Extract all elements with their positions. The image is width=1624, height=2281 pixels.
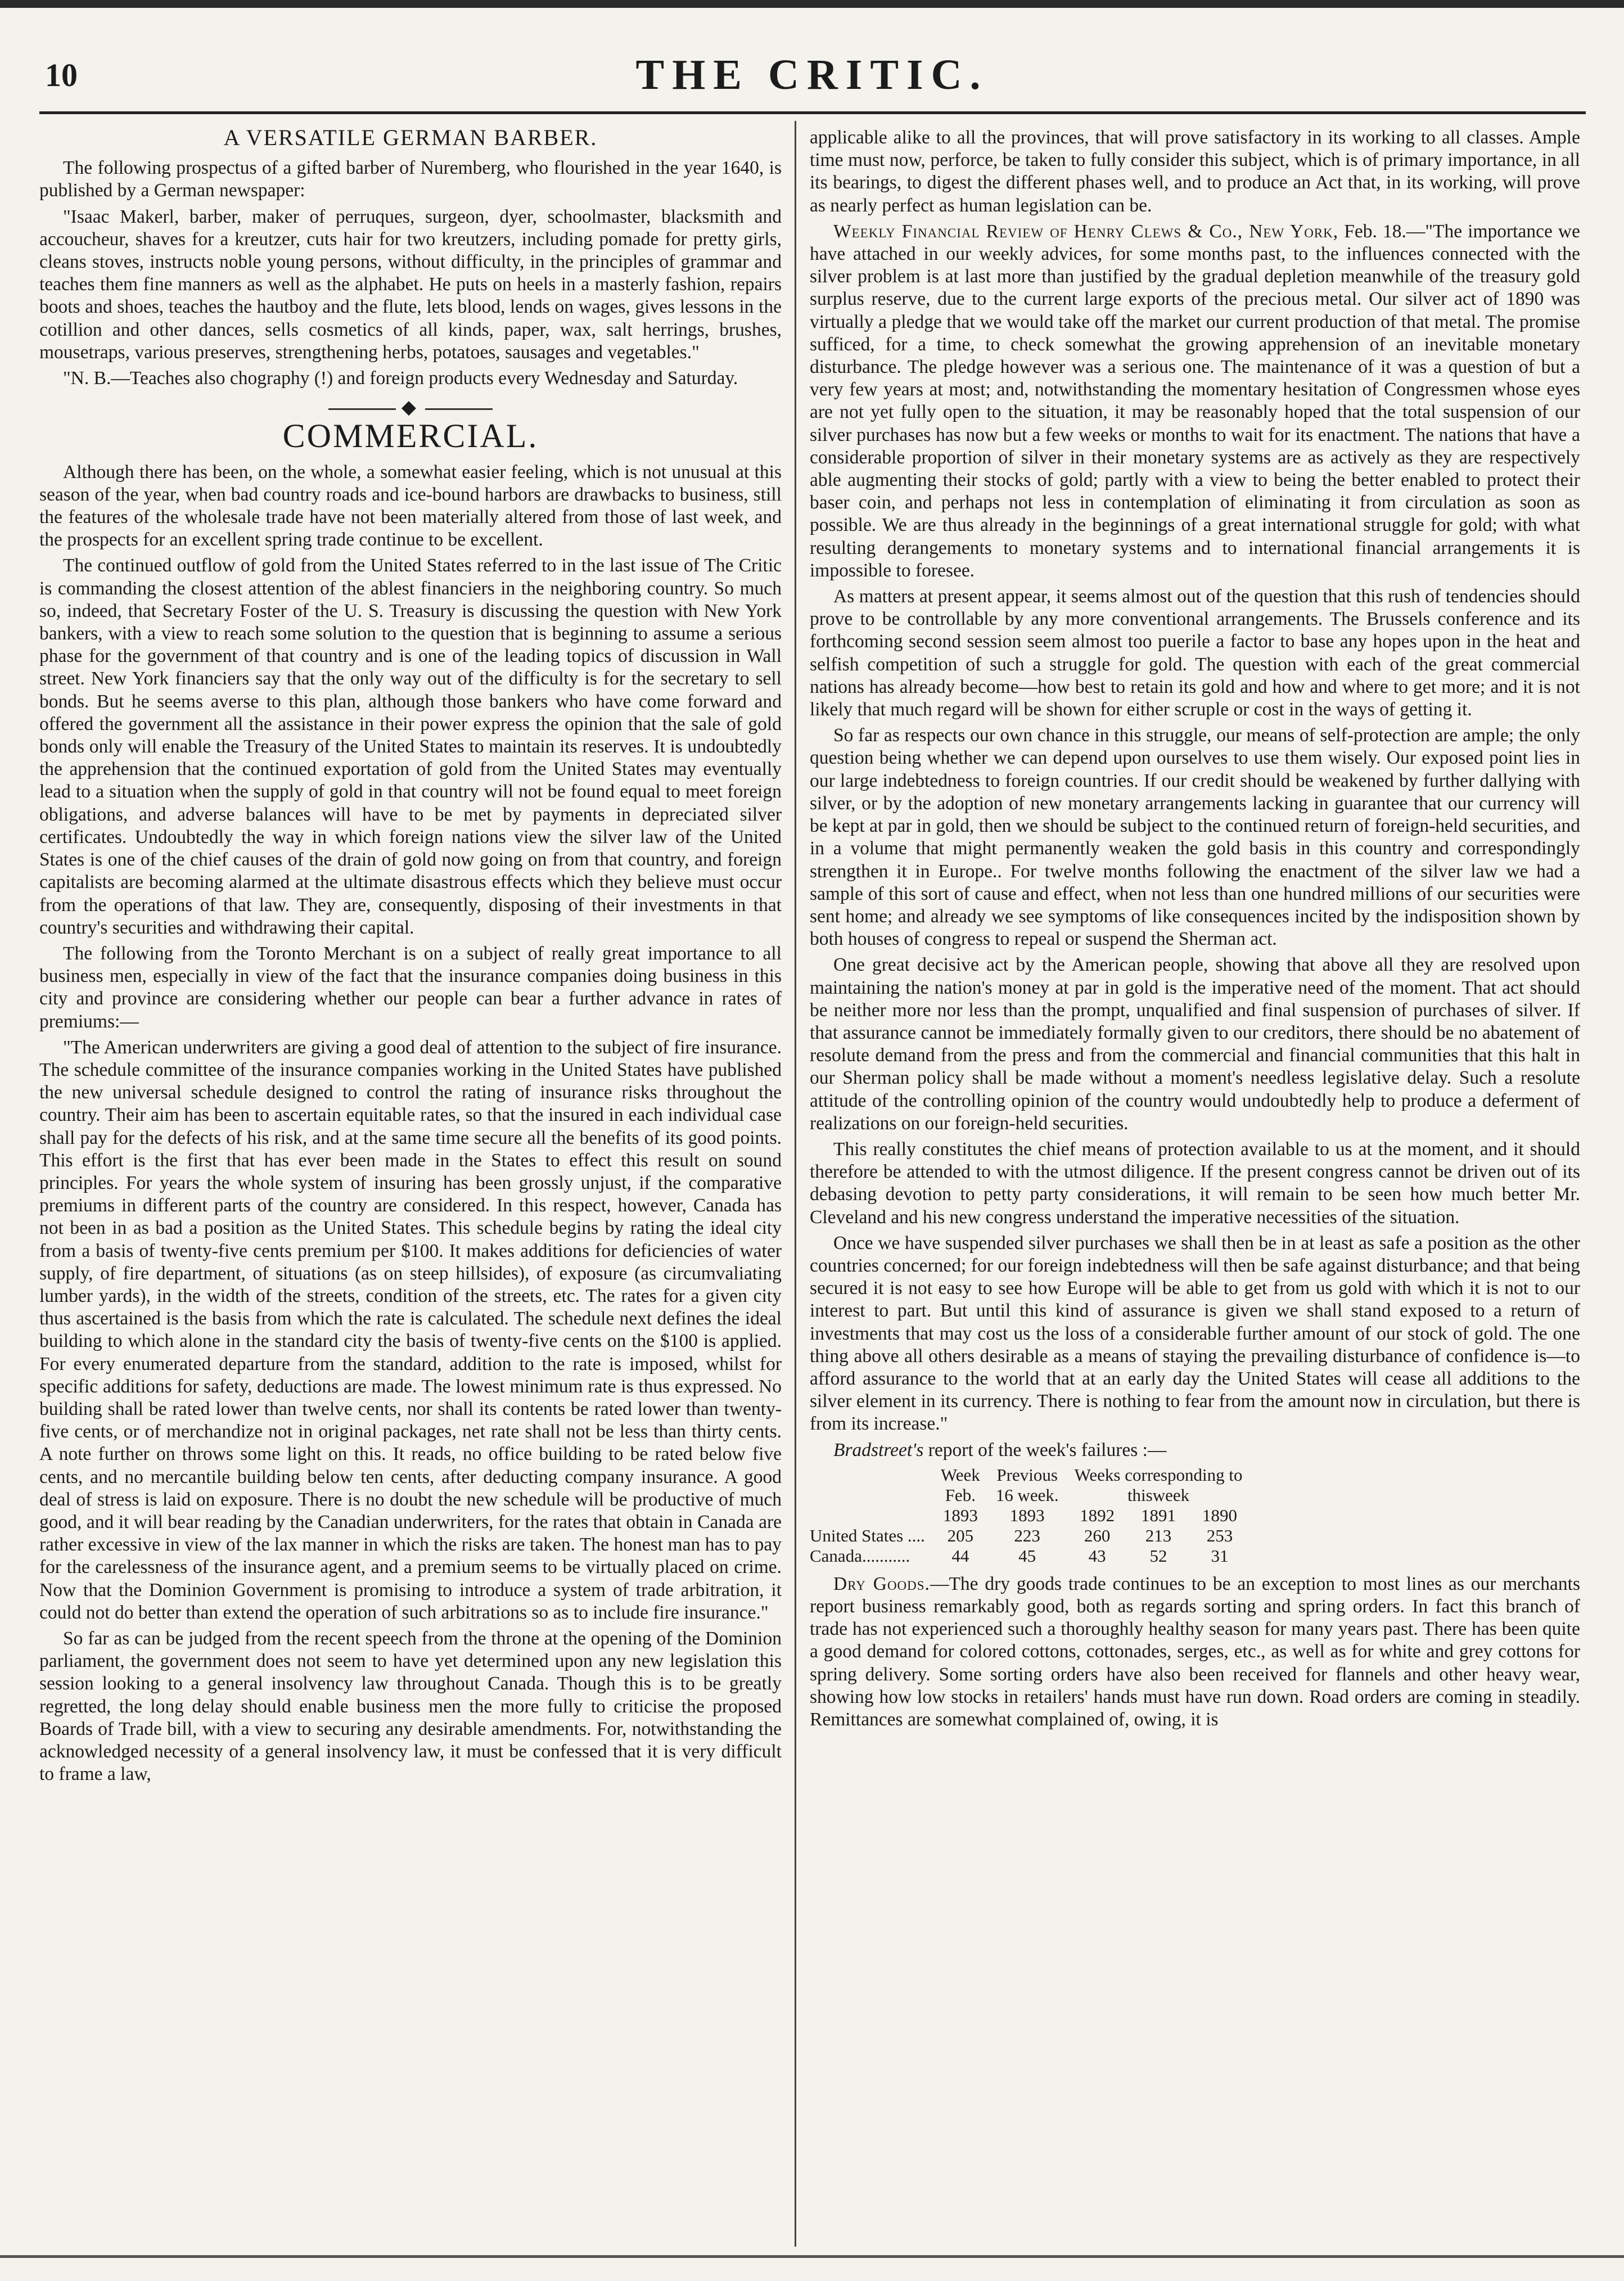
failures-header-feb: Feb. (945, 1485, 976, 1505)
dry-goods-text: —The dry goods trade continues to be an exception to most lines as our merchants report business remarkably good, both as regards sorting and spring orders. In fact this branch of trade has not experienced such a thoroughly healthy season for many years past. There has been quite a good demand for colored cottons, cottonades, serges, etc., as well as for white and grey cottons for spring delivery. Some sorting orders have also been received for flannels and other heavy wear, showing how low stocks in retailers' hands must have run down. Road orders are coming in steadily. Remittances are somewhat complained of, owing, it is (810, 1573, 1580, 1730)
failures-year: 1890 (1202, 1505, 1237, 1525)
barber-quote: "Isaac Makerl, barber, maker of perruques, surgeon, dyer, schoolmaster, blacksmith and accoucheur, shaves for a kreutzer, cuts hair for two kreutzers, including pomade for pretty girls, cleans stoves, instructs noble young persons, without difficulty, in the principles of grammar and teaches them fine manners as well as the alphabet. He puts on heels in a masterly fashion, repairs boots and shoes, teaches the hautboy and the flute, lets blood, lends on wages, gives lessons in the cotillion and other dances, sells cosmetics of all kinds, paper, wax, salt herrings, brushes, mousetraps, various preserves, strengthening herbs, potatoes, sausages and vegetables." (39, 206, 782, 363)
failures-year: 1893 (1009, 1505, 1045, 1525)
failures-year: 1892 (1080, 1505, 1115, 1525)
ornament-bar-left (328, 408, 396, 410)
failures-year: 1891 (1141, 1505, 1176, 1525)
failures-cell: 260 (1084, 1525, 1111, 1545)
section-ornament: ◆ (39, 396, 782, 419)
right-column (810, 127, 1580, 2247)
failures-row-label: Canada........... (810, 1545, 910, 1566)
failures-cell: 223 (1014, 1525, 1040, 1545)
failures-cell: 44 (951, 1545, 969, 1566)
right-paragraph-6: This really constitutes the chief means of protection available to us at the moment, and it should therefore be attended to with the utmost diligence. If the present congress cannot be driven out of its debasing devotion to petty party considerations, it will remain to be seen how much better Mr. Cleveland and his new congress understand the imperative necessities of the situation. (810, 1138, 1580, 1228)
failures-cell: 31 (1211, 1545, 1229, 1566)
right-paragraph-1: applicable alike to all the provinces, that will prove satisfactory in its working to all classes. Ample time must now, perforce, be taken to fully consider this subject, which is of primary importance, in all its bearings, to digest the different phases well, and to produce an Act that, in its working, will prove as nearly perfect as human legislation can be. (810, 127, 1580, 216)
failures-table (810, 1465, 1250, 1566)
failures-header-16-week: 16 week. (995, 1485, 1059, 1505)
commercial-paragraph-3: The following from the Toronto Merchant is on a subject of really great importance to all business men, especially in view of the fact that the insurance companies doing business in this city and province are considering whether our people can bear a further advance in rates of premiums:— (39, 943, 782, 1032)
failures-year-row (810, 1505, 1250, 1526)
clews-lead: Weekly Financial Review of Henry Clews & Co., New York, (833, 220, 1339, 242)
failures-header-thisweek: thisweek (1127, 1485, 1190, 1505)
left-column (39, 127, 782, 2247)
failures-header-row-2 (810, 1485, 1250, 1505)
failures-year-blank (810, 1505, 933, 1526)
failures-header-row-1 (810, 1465, 1250, 1485)
right-paragraph-5: One great decisive act by the American people, showing that above all they are resolved upon maintaining the nation's money at par in gold is the imperative need of the moment. That act should be neither more nor less than the prompt, unqualified and final suspension of purchases of silver. If that assurance cannot be immediately formally given to our creditors, there should be no abatement of resolute demand from the press and from the commercial and financial communities that this halt in our Sherman policy shall be made without a moment's needless legislative delay. Such a resolute attitude of the controlling opinion of the country would undoubtedly help to produce a deferment of realizations on our foreign-held securities. (810, 954, 1580, 1134)
dry-goods-lead: Dry Goods. (833, 1573, 930, 1594)
ornament-bar-right (425, 408, 493, 410)
failures-header-blank-2 (810, 1485, 933, 1505)
commercial-paragraph-5: So far as can be judged from the recent speech from the throne at the opening of the Dominion parliament, the government does not seem to have yet determined upon any new legislation this session looking to a general insolvency law throughout Canada. Though this is to be greatly regretted, the long delay should enable business men the more fully to criticise the proposed Boards of Trade bill, with a view to securing any desirable amendments. For, notwithstanding the acknowledged necessity of a general insolvency law, it must be confessed that it is very difficult to frame a law, (39, 1628, 782, 1785)
barber-nb: "N. B.—Teaches also chography (!) and foreign products every Wednesday and Saturday. (63, 368, 738, 389)
page-number: 10 (45, 57, 78, 93)
commercial-heading: COMMERCIAL. (282, 417, 539, 455)
header-rule (39, 111, 1586, 114)
failures-cell: 45 (1018, 1545, 1036, 1566)
commercial-paragraph-2: The continued outflow of gold from the United States referred to in the last issue of The Critic is commanding the closest attention of the ablest financiers in the neighboring country. So much so, indeed, that Secretary Foster of the U. S. Treasury is discussing the question with New York bankers, with a view to reach some solution to the question that is beginning to assume a serious phase for the government of that country and is one of the leading topics of discussion in Wall street. New York financiers say that the only way out of the difficulty is for the secretary to sell bonds. But he seems averse to this plan, although those bankers who have come forward and offered the government all the assistance in their power express the opinion that the sale of gold bonds only will enable the Treasury of the United States to maintain its reserves. It is undoubtedly the apprehension that the continued exportation of gold from the United States may eventually lead to a situation when the supply of gold in that country will not be found equal to meet foreign obligations, and adverse balances will have to be met by payments in depreciated silver certificates. Undoubtedly the way in which foreign nations view the silver law of the United States is one of the chief causes of the drain of gold now going on from that country, and foreign capitalists are becoming alarmed at the ultimate disastrous effects which they believe must occur from the operations of that law. They are, consequently, disposing of their investments in that country's securities and withdrawing their capital. (39, 555, 782, 938)
failures-cell: 52 (1149, 1545, 1167, 1566)
failures-cell: 43 (1088, 1545, 1106, 1566)
failures-cell: 253 (1206, 1525, 1233, 1545)
table-row (810, 1526, 1250, 1546)
top-border (0, 0, 1624, 8)
failures-header-week: Week (940, 1464, 980, 1485)
failures-cell: 205 (947, 1525, 974, 1545)
clews-paragraph (810, 220, 1580, 582)
right-paragraph-7: Once we have suspended silver purchases we shall then be in at least as safe a position as the other countries concerned; for our foreign indebtedness will then be safe against disturbance; and that being secured it is not easy to see how Europe will be able to get from us gold with which it is not to our interest to part. But until this kind of assurance is given we shall stand exposed to a return of investments that may cost us the loss of a considerable further amount of our stock of gold. The one thing above all others desirable as a means of staying the prevailing disturbance of confidence is—to afford assurance to the world that at an early day the United States will cease all additions to the silver element in its currency. There is nothing to fear from the amount now in circulation, but there is from its increase." (810, 1232, 1580, 1435)
right-paragraph-4: So far as respects our own chance in this struggle, our means of self-protection are ample; the only question being whether we can depend upon ourselves to use them wisely. Our exposed point lies in our large indebtedness to foreign countries. If our credit should be weakened by further dallying with silver, or by the adoption of new monetary arrangements lacking in guarantee that our currency will be kept at par in gold, then we should be subject to the continued return of foreign-held securities, and in a volume that might permanently weaken the gold basis in this country and correspondingly strengthen it in Europe.. For twelve months following the enactment of the silver law we had a sample of this sort of cause and effect, when not less than one hundred millions of our securities were sent home; and already we see symptoms of like consequences incited by the indisposition shown by both houses of congress to repeal or suspend the Sherman act. (810, 725, 1580, 950)
failures-year: 1893 (942, 1505, 978, 1525)
table-row (810, 1546, 1250, 1566)
column-divider (795, 121, 796, 2247)
barber-intro: The following prospectus of a gifted barber of Nuremberg, who flourished in the year 1640, is published by a German newspaper: (39, 157, 782, 201)
barber-heading: A VERSATILE GERMAN BARBER. (223, 127, 598, 150)
right-paragraph-3: As matters at present appear, it seems almost out of the question that this rush of tendencies should prove to be controllable by any more conventional arrangements. The Brussels conference and its forthcoming second session seem almost too puerile a factor to base any hopes upon in the heat and selfish competition of such a struggle for gold. The question with each of the great commercial nations has already become—how best to retain its gold and how and where to get more; and it is not likely that much regard will be shown for either scruple or cost in the ways of getting it. (810, 586, 1580, 720)
failures-caption (810, 1439, 1580, 1462)
failures-header-previous: Previous (996, 1464, 1058, 1485)
dry-goods-paragraph (810, 1573, 1580, 1731)
insurance-quote: "The American underwriters are giving a good deal of attention to the subject of fire insurance. The schedule committee of the insurance companies working in the United States have published the new universal schedule designed to control the rating of insurance risks throughout the country. Their aim has been to ascertain equitable rates, so that the insured in each individual case shall pay for the defects of his risk, and at the same time secure all the benefits of its good points. This effort is the first that has ever been made in the States to effect this result on sound principles. For years the whole system of insuring has been grossly unjust, if the comparative premiums in different parts of the country are considered. In this respect, however, Canada has not been in as bad a position as the United States. This schedule begins by rating the ideal city from a basis of twenty-five cents premium per $100. It makes additions for deficiencies of water supply, of fire department, of situations (as on steep hillsides), of exposure (as circumvaliating lumber yards), in the width of the streets, condition of the streets, etc. The rates for a given city thus ascertained is the basis from which the rate is calculated. The schedule next defines the ideal building to which alone in the standard city the basis of twenty-five cents on the $100 is applied. For every enumerated departure from the standard, addition to the rate is imposed, whilst for specific additions for safety, deductions are made. The lowest minimum rate is thus expressed. No building shall be rated lower than twelve cents, nor shall its contents be rated lower than twenty-five cents, or of merchandize not in original packages, net rate shall not be less than thirty cents. A note further on throws some light on this. It reads, no office building to be rated below five cents, and no mercantile building below ten cents, after deducting company insurance. A good deal of stress is laid on exposure. There is no doubt the new schedule will be productive of much good, and it will bear reading by the Canadian underwriters, for the rates that obtain in Canada are rather excessive in view of the lax manner in which the risks are taken. The honest man has to pay for the carelessness of the insurance agent, and a premium seems to be virtually placed on crime. Now that the Dominion Government is promising to introduce a system of trade arbitration, it could not do better than extend the operation of such arbitrations so as to include fire insurance." (39, 1036, 782, 1623)
failures-caption-source: Bradstreet's (833, 1439, 924, 1460)
failures-header-corresponding: Weeks corresponding to (1074, 1464, 1243, 1485)
bottom-border (0, 2255, 1624, 2258)
failures-header-blank (810, 1465, 933, 1485)
commercial-paragraph-1: Although there has been, on the whole, a somewhat easier feeling, which is not unusual at this season of the year, when bad country roads and ice-bound harbors are drawbacks to business, still the features of the wholesale trade have not been materially altered from those of last week, and the prospects for an excellent spring trade continue to be excellent. (39, 461, 782, 551)
clews-text: Feb. 18.—"The importance we have attached in our weekly advices, for some months past, to the influences connected with the silver problem is at last more than justified by the gradual depletion meanwhile of the treasury gold surplus reserve, due to the current large exports of the precious metal. Our silver act of 1890 was virtually a pledge that we would take off the market our current production of that metal. The promise sufficed, for a time, to check somewhat the growing apprehension of an inevitable monetary disturbance. The pledge however was a serious one. The maintenance of it was a question of but a very few years at most; and, notwithstanding the momentary hesitation of Congressmen whose eyes are not yet fully open to the situation, it may be reasonably hoped that the total suspension of our silver purchases has now but a few weeks or months to wait for its enactment. The nations that have a considerable proportion of silver in their monetary systems are as actively as they are respectively able augmenting their stocks of gold; partly with a view to being the better enabled to protect their baser coin, and perhaps not less in contemplation of eliminating it from circulation as soon as possible. We are thus already in the beginnings of a great international struggle for gold; with what resulting derangements to monetary systems and to international financial arrangements it is impossible to foresee. (810, 220, 1580, 581)
failures-cell: 213 (1145, 1525, 1172, 1545)
masthead-title: THE CRITIC. (635, 51, 989, 98)
failures-caption-text: report of the week's failures :— (923, 1439, 1167, 1460)
failures-row-label: United States .... (810, 1525, 925, 1545)
